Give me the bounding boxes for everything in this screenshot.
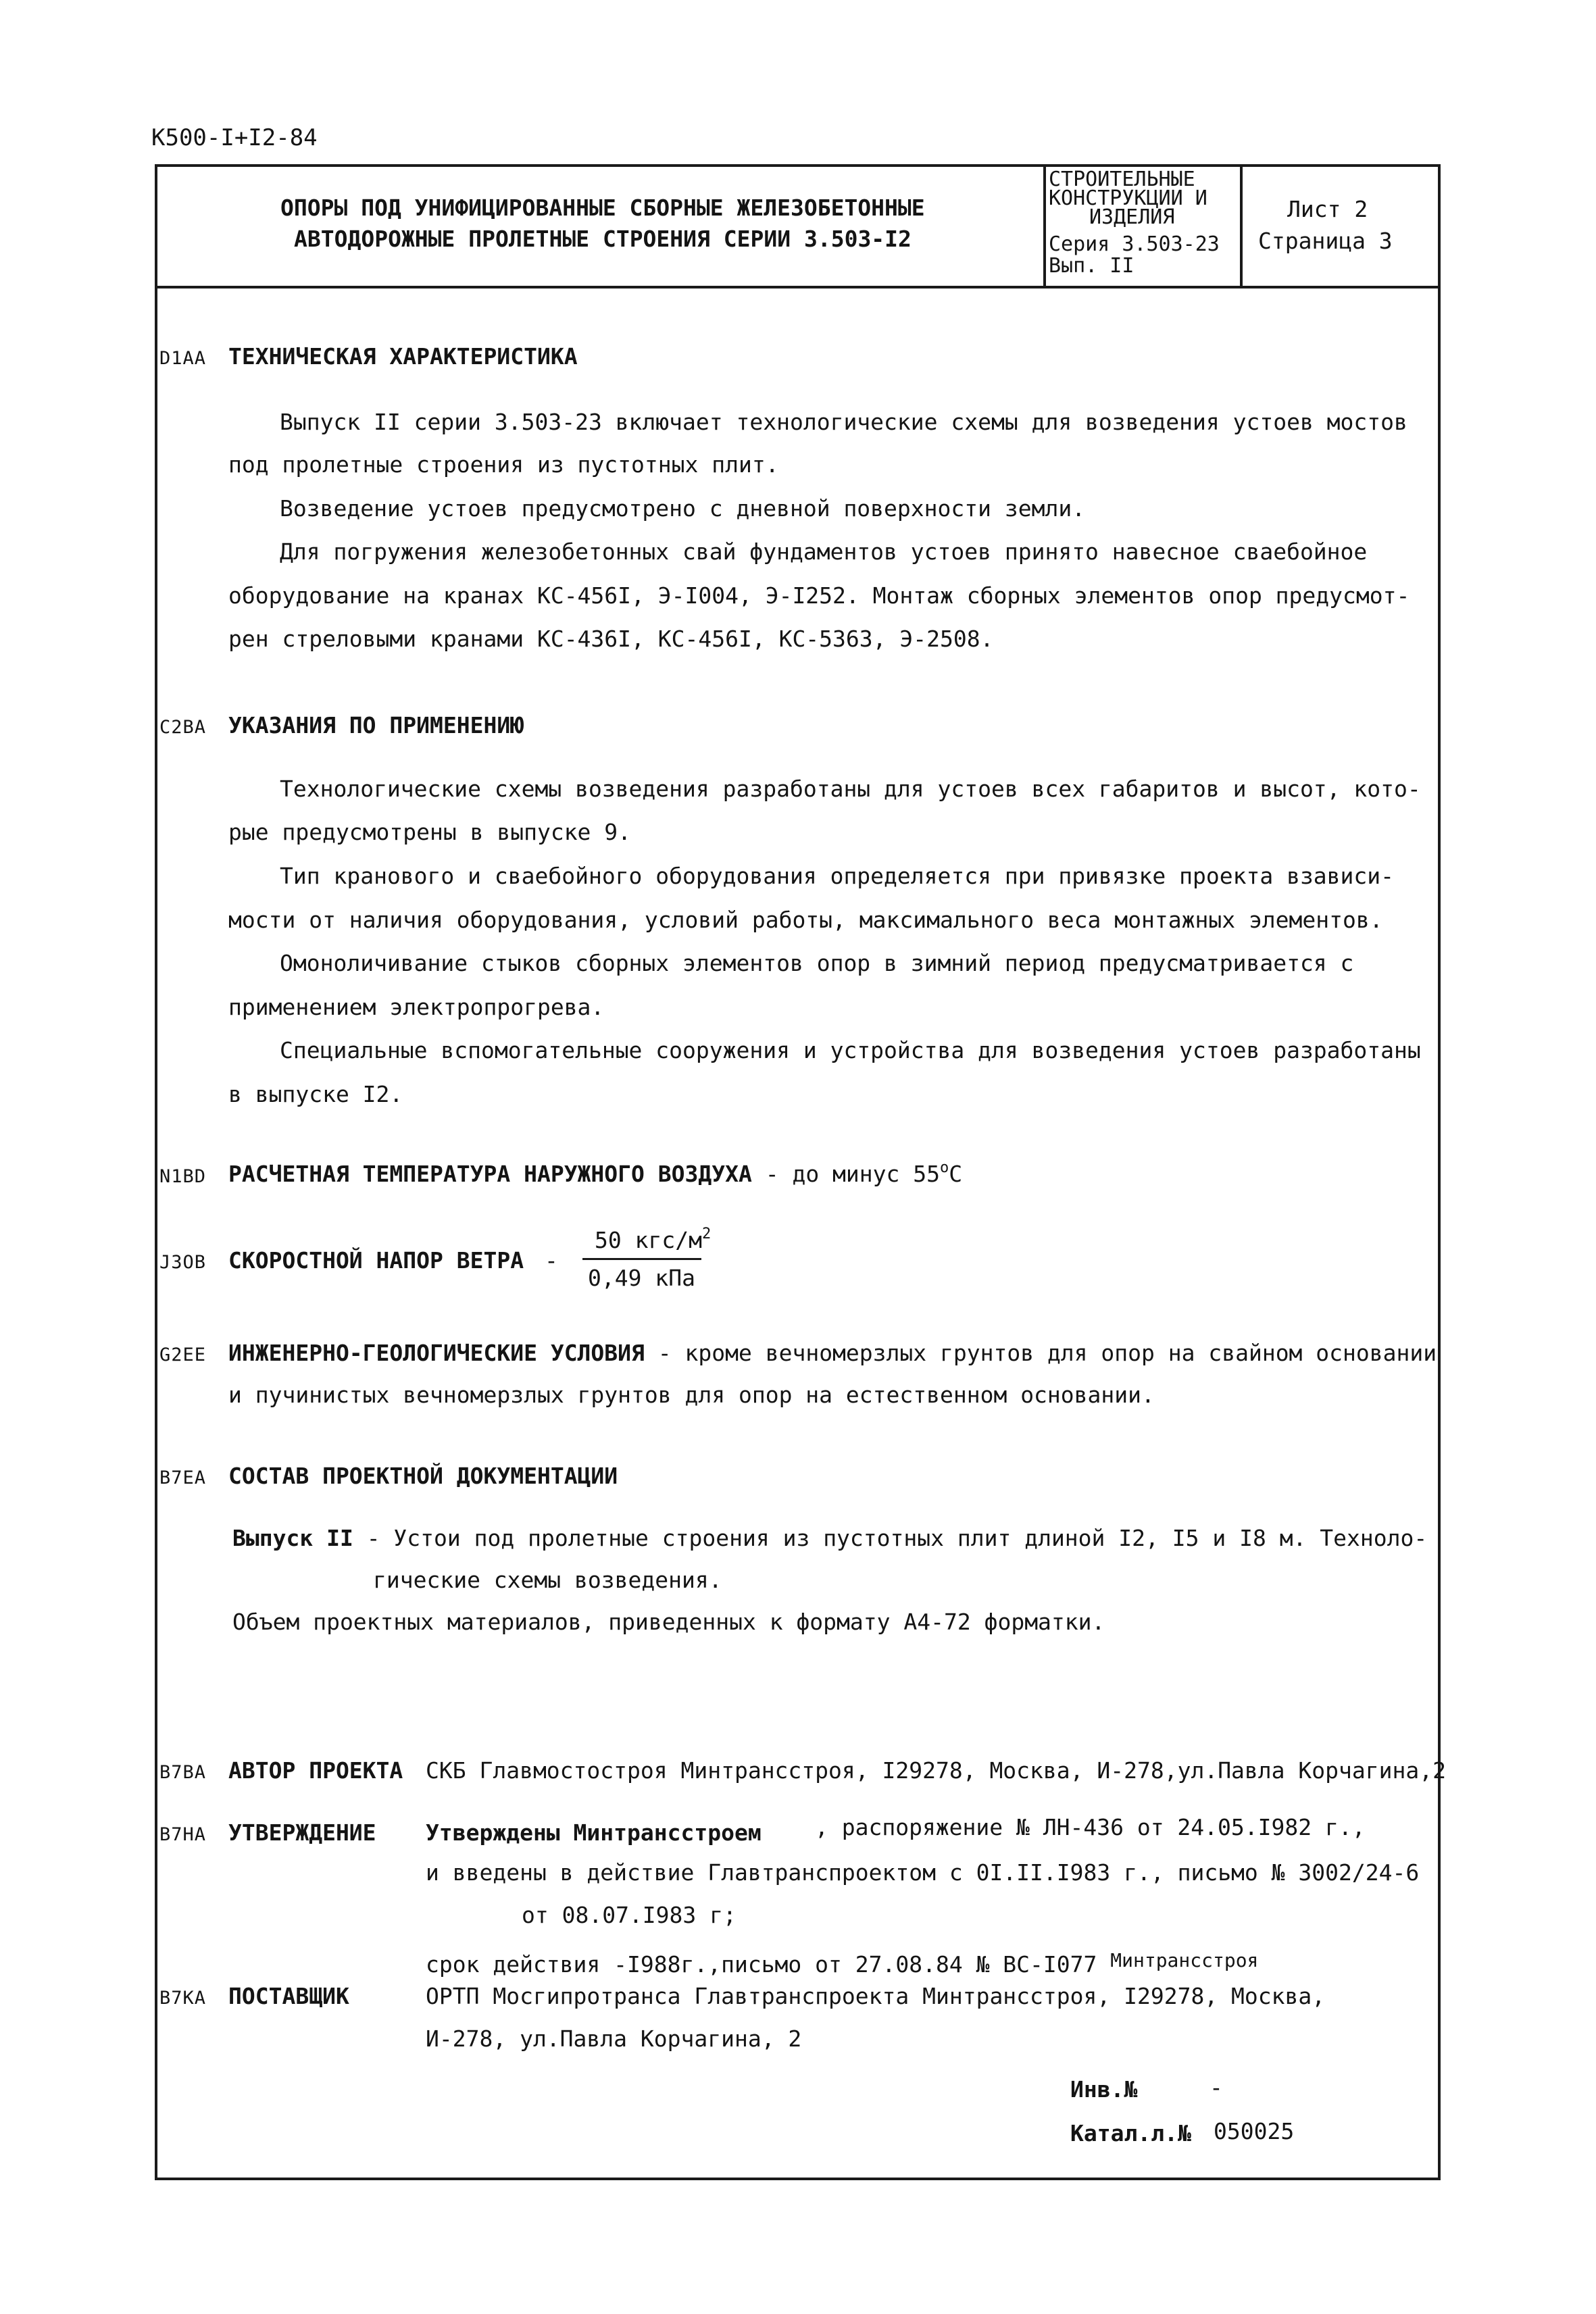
header-category-line-1: СТРОИТЕЛЬНЫЕ [1049, 168, 1195, 191]
wind-dash: - [545, 1247, 558, 1274]
paragraph-line: применением электропрогрева. [228, 994, 605, 1020]
paragraph-line: рен стреловыми кранами КС-436I, КС-456I, КС-5363, Э-2508. [228, 626, 994, 652]
header-divider [155, 286, 1441, 288]
paragraph-line: в выпуске I2. [228, 1081, 403, 1107]
temperature-unit: С [949, 1161, 963, 1187]
approval-line-2: и введены в действие Главтранспроектом с 0I.II.I983 г., письмо № 3002/24-6 [426, 1859, 1420, 1886]
header-title-line-1: ОПОРЫ ПОД УНИФИЦИРОВАННЫЕ СБОРНЫЕ ЖЕЛЕЗОБЕТОННЫЕ [280, 195, 925, 221]
composition-line-3: Объем проектных материалов, приведенных к формату А4-72 форматки. [232, 1609, 1105, 1635]
supplier-term-sup: Минтрансстроя [1110, 1949, 1259, 1971]
section-title: ПОСТАВЩИК [228, 1983, 349, 2009]
wind-denominator: 0,49 кПа [588, 1265, 695, 1291]
paragraph-line: мости от наличия оборудования, условий работы, максимального веса монтажных элементов. [228, 907, 1383, 933]
section-code: B7EA [159, 1467, 207, 1488]
paragraph-line: Для погружения железобетонных свай фундаментов устоев принято навесное сваебойное [280, 538, 1368, 565]
section-code: D1AA [159, 348, 207, 369]
approval-line-3: от 08.07.I983 г; [522, 1902, 737, 1928]
geology-line-2: и пучинистых вечномерзлых грунтов для опор на естественном основании. [228, 1382, 1155, 1408]
temperature-line [228, 1161, 962, 1187]
header-title-line-2: АВТОДОРОЖНЫЕ ПРОЛЕТНЫЕ СТРОЕНИЯ СЕРИИ 3.503-I2 [294, 226, 912, 252]
section-code: B7HA [159, 1824, 207, 1845]
supplier-term-text: срок действия -I988г.,письмо от 27.08.84 № ВС-I077 [426, 1951, 1097, 1978]
section-code: N1BD [159, 1166, 207, 1187]
degree-sup: о [940, 1159, 949, 1176]
paragraph-line: оборудование на кранах КС-456I, Э-I004, Э-I252. Монтаж сборных элементов опор предусмот- [228, 582, 1410, 609]
header-series: Серия 3.503-23 [1049, 232, 1220, 256]
supplier-line-2: И-278, ул.Павла Корчагина, 2 [426, 2026, 802, 2052]
fraction-bar [582, 1258, 701, 1260]
section-code: C2BA [159, 717, 207, 738]
document-code: К500-I+I2-84 [151, 124, 318, 151]
header-sheet: Лист 2 [1287, 196, 1368, 222]
header-column-divider-1 [1043, 164, 1046, 287]
paragraph-line: под пролетные строения из пустотных плит. [228, 451, 779, 478]
supplier-term-line [426, 1951, 1258, 1978]
wind-numerator-sup: 2 [701, 1226, 712, 1242]
section-title: ИНЖЕНЕРНО-ГЕОЛОГИЧЕСКИЕ УСЛОВИЯ [228, 1340, 645, 1366]
inventory-label: Инв.№ [1070, 2076, 1138, 2103]
issue-label: Выпуск II [232, 1525, 353, 1551]
composition-text: - Устои под пролетные строения из пустотных плит длиной I2, I5 и I8 м. Техноло- [366, 1525, 1428, 1551]
paragraph-line: Технологические схемы возведения разработаны для устоев всех габаритов и высот, кото- [280, 776, 1421, 802]
supplier-line-1: ОРТП Мосгипротранса Главтранспроекта Минтрансстроя, I29278, Москва, [426, 1983, 1326, 2009]
paragraph-line: Возведение устоев предусмотрено с дневной поверхности земли. [280, 495, 1086, 522]
wind-numerator [595, 1227, 711, 1253]
paragraph-line: Выпуск II серии 3.503-23 включает технологические схемы для возведения устоев мостов [280, 409, 1407, 435]
section-code: G2EE [159, 1344, 207, 1365]
section-title: АВТОР ПРОЕКТА [228, 1757, 403, 1784]
approval-line-1a: Утверждены Минтрансстроем [426, 1819, 762, 1846]
header-category-line-3: ИЗДЕЛИЯ [1089, 205, 1175, 229]
paragraph-line: Специальные вспомогательные сооружения и устройства для возведения устоев разработаны [280, 1037, 1421, 1063]
paragraph-line: Омоноличивание стыков сборных элементов опор в зимний период предусматривается с [280, 950, 1354, 976]
wind-numerator-text: 50 кгс/м [595, 1227, 702, 1253]
temperature-value: - до минус 55 [765, 1161, 940, 1187]
header-column-divider-2 [1240, 164, 1243, 287]
geology-line-1 [228, 1340, 1437, 1366]
section-title: УКАЗАНИЯ ПО ПРИМЕНЕНИЮ [228, 712, 524, 738]
geology-text: - кроме вечномерзлых грунтов для опор на свайном основании [657, 1340, 1437, 1366]
composition-line-1 [232, 1525, 1427, 1551]
section-title: СОСТАВ ПРОЕКТНОЙ ДОКУМЕНТАЦИИ [228, 1463, 618, 1489]
author-text: СКБ Главмостостроя Минтрансстроя, I29278, Москва, И-278,ул.Павла Корчагина,2 [426, 1757, 1446, 1784]
section-code: B7KA [159, 1988, 207, 2009]
composition-line-2: гические схемы возведения. [373, 1567, 722, 1593]
catalog-label: Катал.л.№ [1070, 2120, 1191, 2146]
section-title: СКОРОСТНОЙ НАПОР ВЕТРА [228, 1247, 524, 1274]
section-title: УТВЕРЖДЕНИЕ [228, 1819, 376, 1846]
catalog-value: 050025 [1214, 2118, 1295, 2144]
section-code: J3OB [159, 1252, 207, 1273]
section-title: РАСЧЕТНАЯ ТЕМПЕРАТУРА НАРУЖНОГО ВОЗДУХА [228, 1161, 752, 1187]
paragraph-line: рые предусмотрены в выпуске 9. [228, 819, 632, 845]
header-page: Страница 3 [1258, 228, 1393, 254]
header-issue: Вып. II [1049, 254, 1134, 278]
approval-line-1b: , распоряжение № ЛН-436 от 24.05.I982 г., [815, 1814, 1366, 1840]
inventory-value: - [1210, 2074, 1223, 2101]
paragraph-line: Тип кранового и сваебойного оборудования определяется при привязке проекта взависи- [280, 863, 1395, 889]
section-title: ТЕХНИЧЕСКАЯ ХАРАКТЕРИСТИКА [228, 343, 578, 370]
header-category-line-2: КОНСТРУКЦИИ И [1049, 186, 1207, 210]
section-code: B7BA [159, 1762, 207, 1783]
